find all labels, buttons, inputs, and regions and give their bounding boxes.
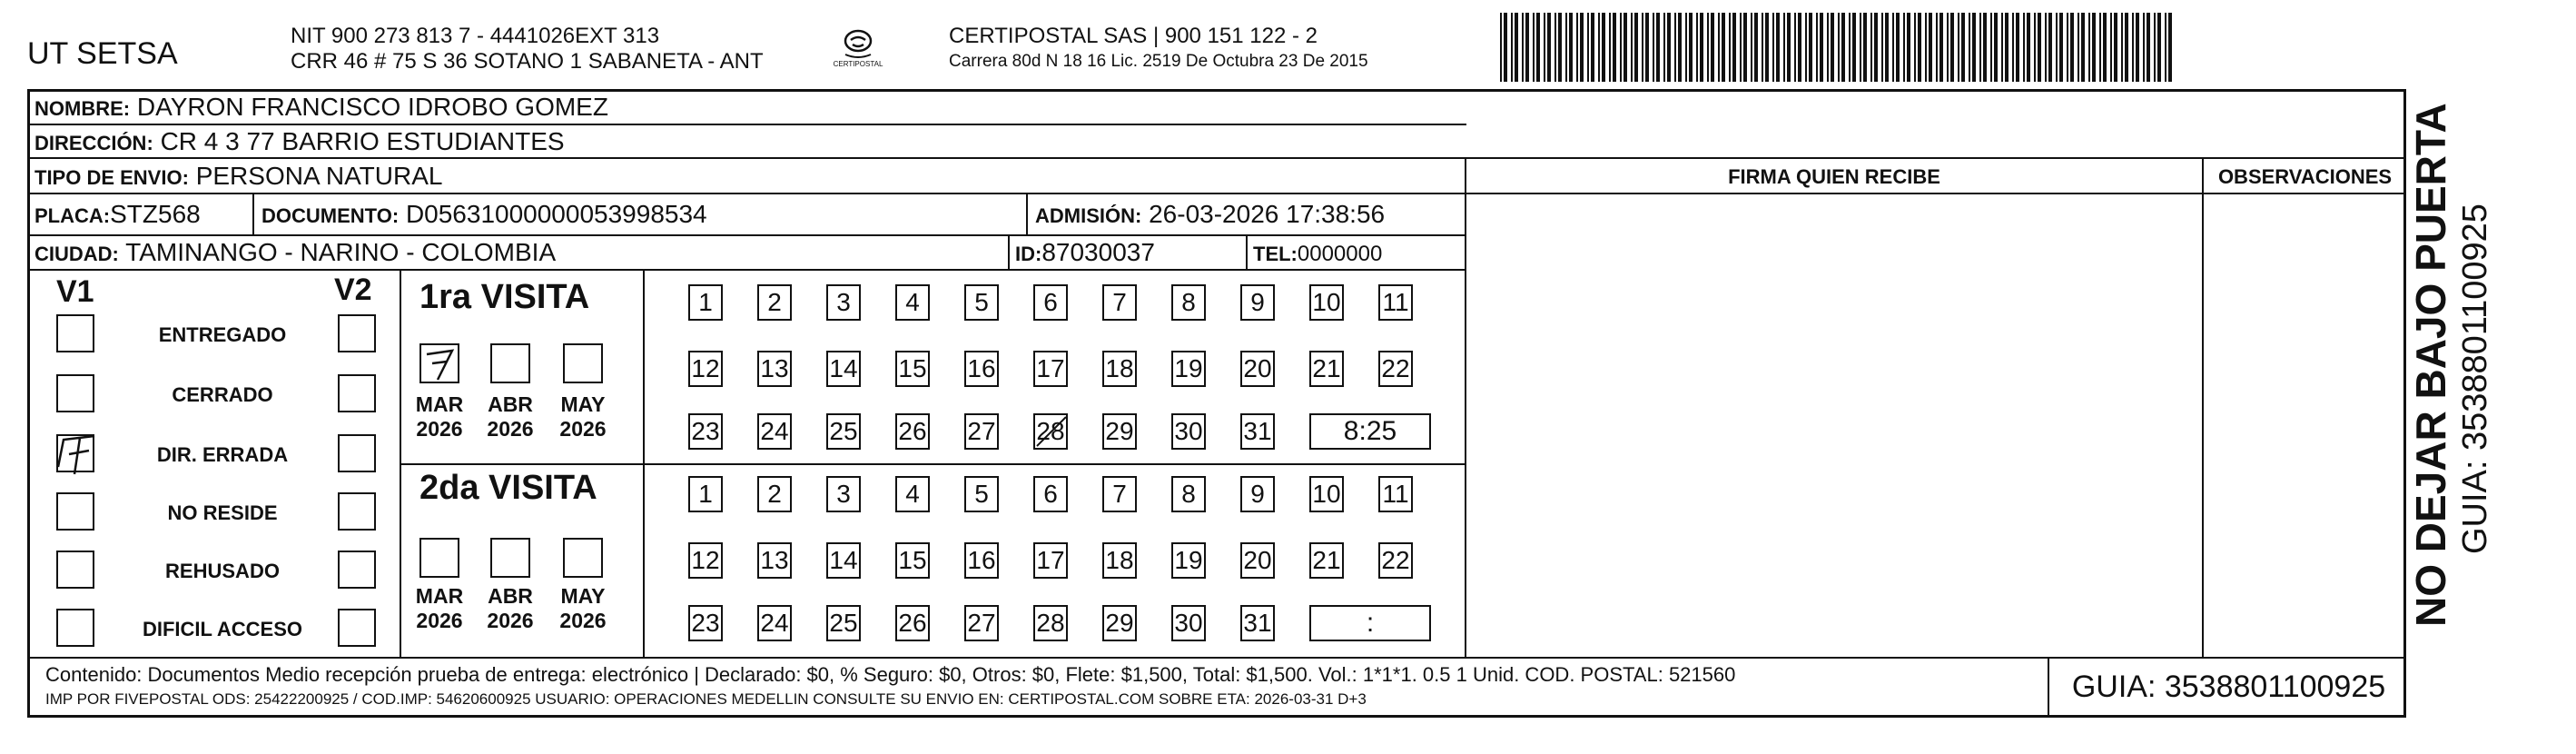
second-visit-day-box[interactable]: 3 [826,476,861,512]
ciudad-row [35,238,556,267]
documento-row [262,200,707,229]
second-visit-time-box[interactable]: : [1309,605,1431,641]
month-year: 2026 [416,417,463,441]
v1-checkbox[interactable] [56,374,94,412]
divider [400,463,1466,465]
print-details: IMP POR FIVEPOSTAL ODS: 25422200925 / COD.IMP: 54620600925 USUARIO: OPERACIONES MEDELLIN CONSULTE SU ENVIO EN: CERTIPOSTAL.COM SOBRE ETA: 2026-03-31 D+3 [45,690,1367,708]
first-visit-day-box[interactable]: 10 [1309,284,1344,321]
first-visit-day-box[interactable]: 17 [1033,351,1068,387]
month-name: MAR [415,392,464,416]
first-visit-day-box[interactable]: 26 [895,413,930,450]
divider [400,269,401,657]
second-visit-day-box[interactable]: 2 [757,476,792,512]
second-visit-day-box[interactable]: 14 [826,542,861,579]
side-guia: GUIA: 3538801100925 [2456,203,2494,554]
first-visit-day-box[interactable]: 7 [1102,284,1137,321]
first-visit-day-box[interactable]: 21 [1309,351,1344,387]
second-visit-day-box[interactable]: 29 [1102,605,1137,641]
direccion-label: DIRECCIÓN: [35,132,153,154]
divider [643,269,645,657]
side-warning: NO DEJAR BAJO PUERTA [2407,103,2454,627]
id-value: 87030037 [1041,238,1155,266]
certipostal-logo [817,27,899,80]
second-visit-day-box[interactable]: 11 [1378,476,1413,512]
first-visit-day-box[interactable]: 31 [1240,413,1275,450]
second-visit-day-box[interactable]: 1 [688,476,723,512]
month-year: 2026 [559,417,607,441]
divider [1026,193,1028,234]
v1-checkbox[interactable] [56,492,94,531]
month-year: 2026 [487,609,534,632]
tipo-envio-label: TIPO DE ENVIO: [35,166,189,189]
first-visit-day-box[interactable]: 9 [1240,284,1275,321]
status-label: CERRADO [172,383,273,406]
second-visit-day-box[interactable]: 12 [688,542,723,579]
divider [2202,157,2204,657]
v1-label: V1 [56,274,94,309]
direccion-row [35,127,565,156]
v2-checkbox[interactable] [338,374,376,412]
first-visit-day-box[interactable]: 19 [1171,351,1206,387]
first-visit-day-box[interactable]: 11 [1378,284,1413,321]
status-label: ENTREGADO [158,323,287,346]
nit-line: NIT 900 273 813 7 - 4441026EXT 313 [291,24,660,48]
nombre-label: NOMBRE: [35,97,131,120]
first-visit-day-box[interactable]: 15 [895,351,930,387]
month-name: MAY [560,584,606,608]
first-visit-day-box[interactable]: 5 [964,284,999,321]
v2-checkbox[interactable] [338,314,376,352]
content-details: Contenido: Documentos Medio recepción prueba de entrega: electrónico | Declarado: $0, % Seguro: $0, Otros: $0, Flete: $1,500, Total: $1,500. Vol.: 1*1*1. 0.5 1 Unid. COD. POSTAL: 521560 [45,663,1736,686]
first-visit-day-box[interactable]: 24 [757,413,792,450]
handwritten-check-mark [419,343,459,388]
observaciones-header: OBSERVACIONES [2217,165,2393,188]
second-visit-day-box[interactable]: 23 [688,605,723,641]
divider [27,157,2406,159]
divider [1465,157,1466,657]
first-visit-day-box[interactable]: 16 [964,351,999,387]
second-visit-day-box[interactable]: 27 [964,605,999,641]
placa-row [35,200,201,229]
second-visit-day-box[interactable]: 9 [1240,476,1275,512]
second-visit-day-box[interactable]: 10 [1309,476,1344,512]
tel-label: TEL: [1253,243,1298,265]
documento-value: D05631000000053998534 [405,200,707,228]
second-visit-day-box[interactable]: 17 [1033,542,1068,579]
second-visit-month-checkbox[interactable] [490,538,530,578]
second-visit-day-box[interactable]: 19 [1171,542,1206,579]
v1-checkbox[interactable] [56,314,94,352]
second-visit-month-checkbox[interactable] [419,538,459,578]
company-name: UT SETSA [27,36,178,71]
id-row [1015,238,1155,267]
month-name: MAY [560,392,606,416]
divider [27,269,1466,271]
divider [252,193,254,234]
month-year: 2026 [487,417,534,441]
admision-row [1035,200,1385,229]
admision-value: 26-03-2026 17:38:56 [1149,200,1386,228]
status-label: NO RESIDE [167,501,278,524]
barcode [1500,13,2181,82]
status-label: REHUSADO [165,560,280,582]
second-visit-day-box[interactable]: 30 [1171,605,1206,641]
second-visit-day-box[interactable]: 16 [964,542,999,579]
second-visit-day-box[interactable]: 7 [1102,476,1137,512]
second-visit-day-box[interactable]: 8 [1171,476,1206,512]
first-visit-day-box[interactable]: 22 [1378,351,1413,387]
first-visit-day-box[interactable]: 3 [826,284,861,321]
first-visit-day-box[interactable]: 2 [757,284,792,321]
nombre-value: DAYRON FRANCISCO IDROBO GOMEZ [136,93,608,121]
divider [1246,234,1248,269]
divider [1008,234,1010,269]
direccion-value: CR 4 3 77 BARRIO ESTUDIANTES [160,127,565,155]
second-visit-day-box[interactable]: 25 [826,605,861,641]
second-visit-month-label [412,584,467,633]
carrier-info [949,24,1368,74]
divider [27,234,1466,236]
tipo-envio-row [35,162,442,191]
first-visit-day-box[interactable]: 14 [826,351,861,387]
second-visit-day-box[interactable]: 5 [964,476,999,512]
second-visit-day-box[interactable]: 6 [1033,476,1068,512]
month-year: 2026 [416,609,463,632]
v2-checkbox[interactable] [338,434,376,472]
second-visit-day-box[interactable]: 20 [1240,542,1275,579]
nombre-row [35,93,608,122]
month-year: 2026 [559,609,607,632]
divider [27,193,1466,194]
second-visit-day-box[interactable]: 26 [895,605,930,641]
v2-label: V2 [334,273,372,307]
first-visit-day-box[interactable]: 18 [1102,351,1137,387]
first-visit-day-box[interactable]: 6 [1033,284,1068,321]
logo-icon [840,27,876,60]
second-visit-month-label [556,584,610,633]
second-visit-day-box[interactable]: 15 [895,542,930,579]
status-label: DIR. ERRADA [156,443,289,466]
second-visit-day-box[interactable]: 31 [1240,605,1275,641]
first-visit-day-box[interactable]: 8 [1171,284,1206,321]
second-visit-day-box[interactable]: 4 [895,476,930,512]
month-name: ABR [488,584,533,608]
second-visit-day-box[interactable]: 24 [757,605,792,641]
ciudad-label: CIUDAD: [35,243,119,265]
handwritten-strike [1033,413,1070,454]
second-visit-day-box[interactable]: 18 [1102,542,1137,579]
first-visit-time-box[interactable]: 8:25 [1309,413,1431,450]
v2-checkbox[interactable] [338,492,376,531]
v1-checkbox[interactable] [56,609,94,647]
month-name: MAR [415,584,464,608]
first-visit-month-checkbox[interactable] [490,343,530,383]
v1-checkbox[interactable] [56,551,94,589]
first-visit-day-box[interactable]: 30 [1171,413,1206,450]
first-visit-day-box[interactable]: 1 [688,284,723,321]
first-visit-day-box[interactable]: 20 [1240,351,1275,387]
first-visit-day-box[interactable]: 4 [895,284,930,321]
admision-label: ADMISIÓN: [1035,204,1142,227]
placa-value: STZ568 [110,200,201,228]
first-visit-day-box[interactable]: 12 [688,351,723,387]
first-visit-month-checkbox[interactable] [563,343,603,383]
first-visit-day-box[interactable]: 27 [964,413,999,450]
first-visit-day-box[interactable]: 29 [1102,413,1137,450]
second-visit-day-box[interactable]: 13 [757,542,792,579]
id-label: ID: [1015,243,1042,265]
divider [27,124,1466,125]
carrier-line: CERTIPOSTAL SAS | 900 151 122 - 2 [949,24,1318,48]
second-visit-day-box[interactable]: 22 [1378,542,1413,579]
first-visit-month-label [556,392,610,441]
carrier-address: Carrera 80d N 18 16 Lic. 2519 De Octubra 23 De 2015 [949,52,1368,71]
handwritten-check-mark [53,431,102,482]
first-visit-day-box[interactable]: 23 [688,413,723,450]
tel-value: 0000000 [1297,242,1383,266]
month-name: ABR [488,392,533,416]
first-visit-day-box[interactable]: 13 [757,351,792,387]
tipo-envio-value: PERSONA NATURAL [195,162,443,190]
first-visit-day-box[interactable]: 28 [1033,413,1068,450]
v2-checkbox[interactable] [338,551,376,589]
first-visit-month-label [412,392,467,441]
company-info [291,24,764,74]
company-address: CRR 46 # 75 S 36 SOTANO 1 SABANETA - ANT [291,49,764,74]
first-visit-title: 1ra VISITA [419,278,590,316]
placa-label: PLACA: [35,204,111,227]
first-visit-day-box[interactable]: 25 [826,413,861,450]
first-visit-month-label [483,392,538,441]
second-visit-day-box[interactable]: 28 [1033,605,1068,641]
tel-row [1253,238,1382,267]
v2-checkbox[interactable] [338,609,376,647]
guia-number: GUIA: 3538801100925 [2048,657,2408,718]
documento-label: DOCUMENTO: [262,204,400,227]
ciudad-value: TAMINANGO - NARINO - COLOMBIA [125,238,557,266]
firma-header: FIRMA QUIEN RECIBE [1728,165,1940,188]
divider [1466,193,2406,194]
second-visit-month-checkbox[interactable] [563,538,603,578]
status-label: DIFICIL ACCESO [142,618,302,640]
second-visit-title: 2da VISITA [419,469,597,507]
logo-text: CERTIPOSTAL [833,60,883,68]
second-visit-month-label [483,584,538,633]
second-visit-day-box[interactable]: 21 [1309,542,1344,579]
